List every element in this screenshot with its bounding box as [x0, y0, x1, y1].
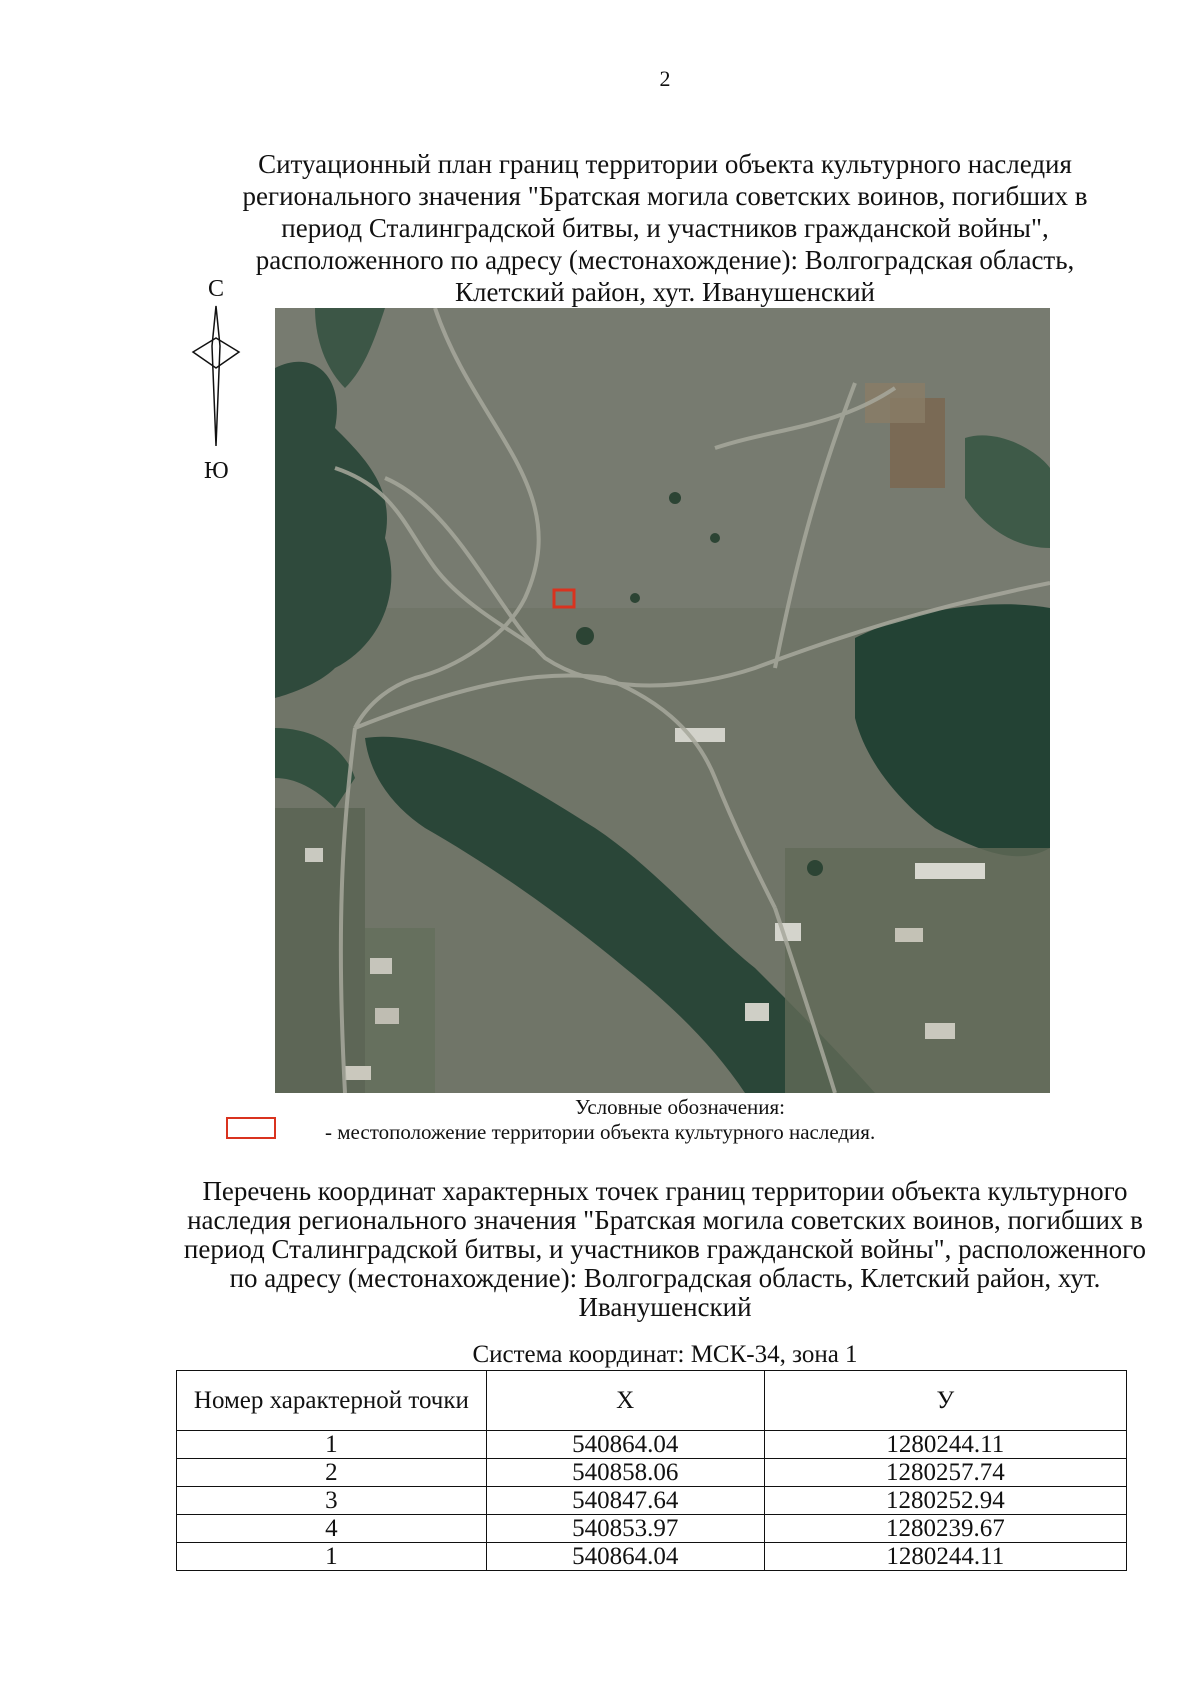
- point-number-cell: 1: [177, 1431, 487, 1459]
- x-cell: 540864.04: [486, 1543, 764, 1571]
- y-cell: 1280257.74: [764, 1459, 1126, 1487]
- north-arrow-icon: [186, 276, 246, 476]
- y-cell: 1280244.11: [764, 1543, 1126, 1571]
- coordinates-table: [176, 1370, 1127, 1571]
- table-row: [177, 1515, 1127, 1543]
- x-cell: 540853.97: [486, 1515, 764, 1543]
- point-number-cell: 3: [177, 1487, 487, 1515]
- coordinate-system-label: Система координат: МСК-34, зона 1: [472, 1341, 858, 1368]
- x-cell: 540847.64: [486, 1487, 764, 1515]
- point-number-cell: 2: [177, 1459, 487, 1487]
- y-cell: 1280239.67: [764, 1515, 1126, 1543]
- y-cell: 1280244.11: [764, 1431, 1126, 1459]
- table-row: [177, 1459, 1127, 1487]
- header-x: X: [486, 1371, 764, 1431]
- table-header-row: [177, 1371, 1127, 1431]
- legend-item-label: - местоположение территории объекта культурного наследия.: [325, 1120, 876, 1144]
- compass-north-label: С: [208, 276, 225, 302]
- header-y: У: [764, 1371, 1126, 1431]
- legend-title: Условные обозначения:: [574, 1095, 786, 1119]
- page-number: 2: [659, 66, 671, 91]
- y-cell: 1280252.94: [764, 1487, 1126, 1515]
- coordinates-list-title: Перечень координат характерных точек границ территории объекта культурного наследия регионального значения "Братская могила советских воинов, погибших в период Сталинградской битвы, и участников гражданской войны", расположенного по адресу (местонахождение): Волгоградская область, Клетский район, хут. Иванушенский: [183, 1176, 1147, 1322]
- satellite-map: [275, 308, 1050, 1093]
- x-cell: 540858.06: [486, 1459, 764, 1487]
- table-row: [177, 1487, 1127, 1515]
- legend-red-rectangle-icon: [226, 1117, 276, 1139]
- point-number-cell: 1: [177, 1543, 487, 1571]
- table-row: [177, 1431, 1127, 1459]
- plan-title: Ситуационный план границ территории объекта культурного наследия регионального значения "Братская могила советских воинов, погибших в период Сталинградской битвы, и участников гражданской войны", расположенного по адресу (местонахождение): Волгоградская область, Клетский район, хут. Иванушенский: [242, 149, 1088, 307]
- x-cell: 540864.04: [486, 1431, 764, 1459]
- point-number-cell: 4: [177, 1515, 487, 1543]
- header-point-number: Номер характерной точки: [177, 1371, 487, 1431]
- table-row: [177, 1543, 1127, 1571]
- compass-south-label: Ю: [204, 458, 229, 484]
